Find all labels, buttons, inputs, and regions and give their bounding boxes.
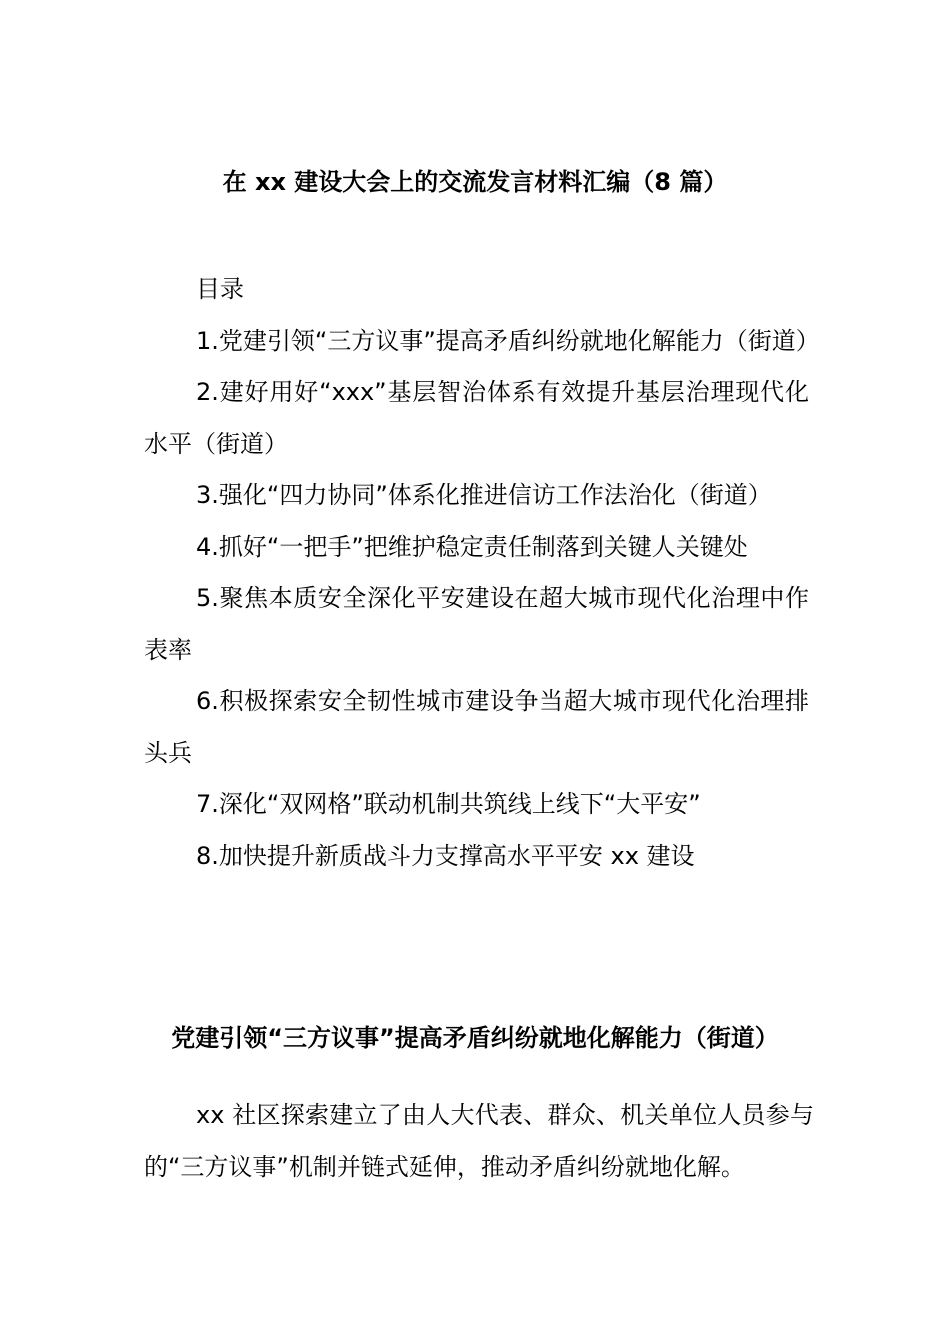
- section-paragraph: xx 社区探索建立了由人大代表、群众、机关单位人员参与的“三方议事”机制并链式延伸，推动矛盾纠纷就地化解。: [144, 1101, 814, 1181]
- toc-item-4: 4.抓好“一把手”把维护稳定责任制落到关键人关键处: [196, 532, 748, 561]
- toc-item-3: 3.强化“四力协同”体系化推进信访工作法治化（街道）: [196, 481, 772, 509]
- section-title: 党建引领“三方议事”提高矛盾纠纷就地化解能力（街道）: [171, 1024, 779, 1052]
- section-body: [144, 1090, 814, 1193]
- document-title: 在 xx 建设大会上的交流发言材料汇编（8 篇）: [222, 168, 728, 196]
- toc-heading: 目录: [196, 275, 244, 303]
- table-of-contents: [144, 264, 820, 882]
- toc-item-1: 1.党建引领“三方议事”提高矛盾纠纷就地化解能力（街道）: [196, 326, 820, 355]
- toc-item-7: 7.深化“双网格”联动机制共筑线上线下“大平安”: [196, 790, 701, 818]
- toc-item-2: 2.建好用好“xxx”基层智治体系有效提升基层治理现代化水平（街道）: [144, 378, 809, 458]
- toc-item-5: 5.聚焦本质安全深化平安建设在超大城市现代化治理中作表率: [144, 584, 809, 664]
- toc-item-8: 8.加快提升新质战斗力支撑高水平平安 xx 建设: [196, 841, 695, 870]
- toc-item-6: 6.积极探索安全韧性城市建设争当超大城市现代化治理排头兵: [144, 687, 809, 767]
